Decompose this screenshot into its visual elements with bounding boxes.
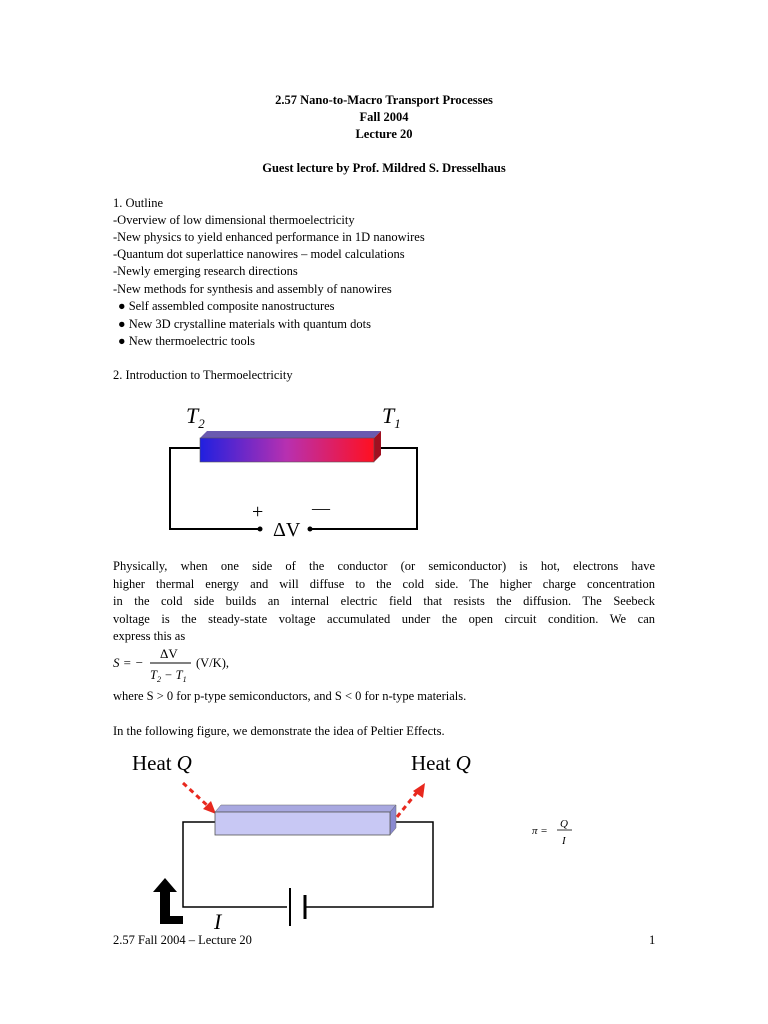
page-number: 1 bbox=[649, 933, 656, 947]
temp-label-t1: $T_1$ bbox=[382, 403, 401, 431]
term: Fall 2004 bbox=[359, 110, 409, 124]
paragraph-line: in the cold side builds an internal electric field that resists the diffusion. The Seebeck bbox=[113, 594, 655, 609]
seebeck-equation bbox=[113, 643, 313, 685]
heat-label-left: Heat Q bbox=[132, 751, 192, 775]
terminal-plus bbox=[258, 527, 263, 532]
equation-units: (V/K), bbox=[196, 656, 229, 670]
bullet-dot-icon: ● bbox=[118, 334, 126, 348]
pi-denominator: I bbox=[562, 835, 566, 847]
terminal-minus bbox=[308, 527, 313, 532]
outline-heading: 1. Outline bbox=[113, 196, 163, 210]
temp-label-t2: $T_2$ bbox=[186, 403, 205, 431]
seebeck-circuit-figure bbox=[160, 398, 440, 543]
conductor-bar bbox=[200, 438, 374, 462]
delta-v-label: ΔV bbox=[273, 519, 301, 541]
heat-label-right: Heat Q bbox=[411, 751, 471, 775]
bullet-dot-icon: ● bbox=[118, 299, 126, 313]
heat-in-arrow-icon bbox=[183, 783, 216, 814]
lecture-number: Lecture 20 bbox=[355, 127, 413, 141]
paragraph-line: Physically, when one side of the conductor (or semiconductor) is hot, electrons have bbox=[113, 559, 655, 573]
bullet-item: ● New 3D crystalline materials with quantum dots bbox=[118, 317, 371, 331]
paragraph-line: voltage is the steady-state voltage accumulated under the open circuit condition. We can bbox=[113, 611, 655, 626]
course-title: 2.57 Nano-to-Macro Transport Processes bbox=[275, 93, 493, 107]
equation-lhs: S = − bbox=[113, 655, 144, 670]
outline-item: -Newly emerging research directions bbox=[113, 264, 298, 278]
bullet-item: ● Self assembled composite nanostructures bbox=[118, 299, 335, 313]
peltier-coefficient-equation bbox=[530, 813, 590, 853]
peltier-circuit-figure bbox=[125, 745, 485, 930]
peltier-bar-top bbox=[215, 805, 396, 812]
current-label: I bbox=[214, 909, 222, 930]
pi-lhs: π = bbox=[532, 825, 548, 837]
intro-heading: 2. Introduction to Thermoelectricity bbox=[113, 368, 293, 382]
bullet-dot-icon: ● bbox=[118, 317, 126, 331]
peltier-intro: In the following figure, we demonstrate the idea of Peltier Effects. bbox=[113, 724, 445, 738]
where-line: where S > 0 for p-type semiconductors, and S < 0 for n-type materials. bbox=[113, 689, 467, 703]
minus-sign: — bbox=[312, 498, 330, 518]
paragraph-line: higher thermal energy and will diffuse to the cold side. The higher charge concentration bbox=[113, 576, 655, 591]
current-arrow-icon bbox=[153, 878, 183, 924]
bar-top-face bbox=[200, 431, 381, 438]
bullet-item: ● New thermoelectric tools bbox=[118, 334, 256, 348]
pi-numerator: Q bbox=[560, 818, 568, 830]
equation-denominator: $T_2 - T_1$ bbox=[150, 668, 187, 684]
outline-item: -Quantum dot superlattice nanowires – model calculations bbox=[113, 247, 405, 261]
footer-text: 2.57 Fall 2004 – Lecture 20 bbox=[113, 933, 252, 947]
equation-numerator: ΔV bbox=[160, 646, 178, 661]
heat-out-arrow-icon bbox=[397, 783, 425, 817]
outline-item: -New methods for synthesis and assembly of nanowires bbox=[113, 282, 392, 296]
paragraph-line: express this as bbox=[113, 629, 186, 644]
peltier-bar bbox=[215, 812, 390, 835]
outline-item: -New physics to yield enhanced performance in 1D nanowires bbox=[113, 230, 425, 244]
outline-item: -Overview of low dimensional thermoelectricity bbox=[113, 213, 355, 227]
plus-sign: + bbox=[252, 501, 264, 523]
guest-lecturer: Guest lecture by Prof. Mildred S. Dresselhaus bbox=[262, 161, 506, 175]
